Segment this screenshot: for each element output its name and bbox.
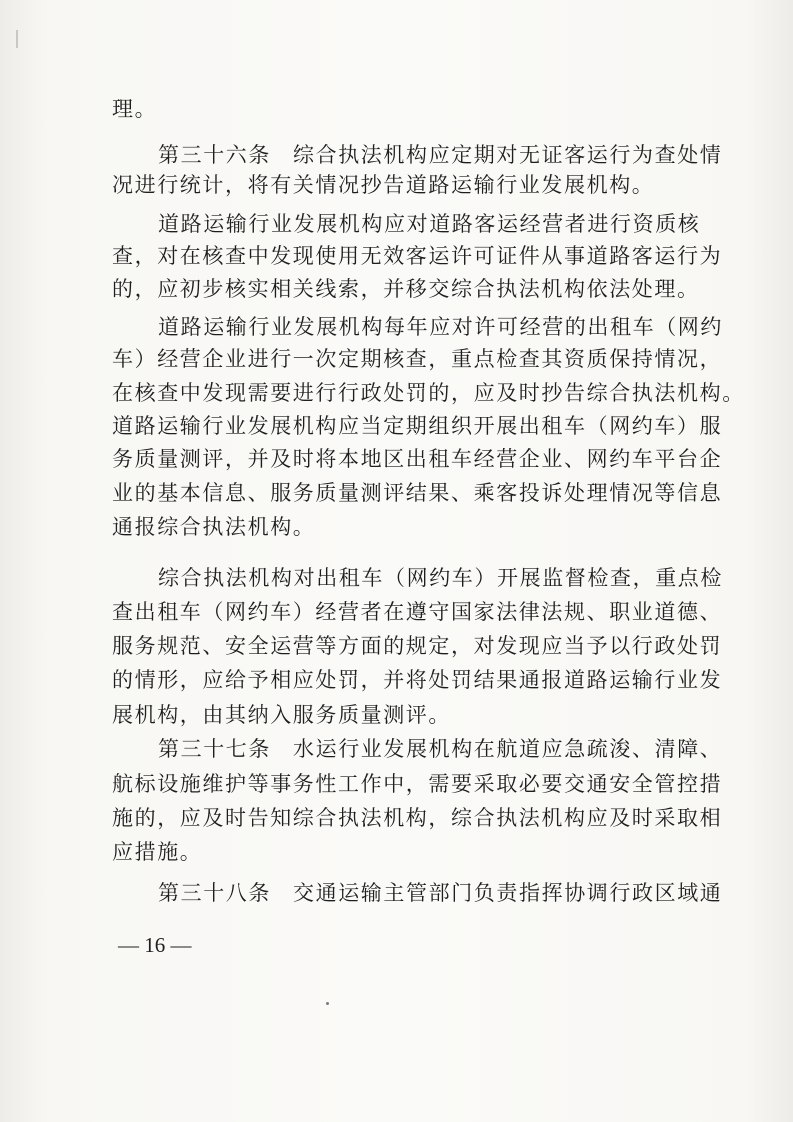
body-line: 航标设施维护等事务性工作中，需要采取必要交通安全管控措	[112, 772, 723, 796]
body-line: 查出租车（网约车）经营者在遵守国家法律法规、职业道德、	[112, 600, 723, 624]
body-line: 道路运输行业发展机构应对道路客运经营者进行资质核	[158, 212, 701, 236]
page-number: — 16 —	[118, 933, 192, 957]
body-line: 车）经营企业进行一次定期核查，重点检查其资质保持情况，	[112, 347, 723, 371]
article-line	[158, 881, 723, 905]
article-line	[158, 143, 723, 167]
body-line: 业的基本信息、服务质量测评结果、乘客投诉处理情况等信息	[112, 481, 723, 505]
body-line: 况进行统计，将有关情况抄告道路运输行业发展机构。	[112, 173, 655, 197]
scan-speck	[326, 1002, 329, 1005]
body-text: 综合执法机构应定期对无证客运行为查处情	[293, 143, 723, 167]
body-line: 施的，应及时告知综合执法机构，综合执法机构应及时采取相	[112, 806, 723, 830]
body-line: 的情形，应给予相应处罚，并将处罚结果通报道路运输行业发	[112, 668, 723, 692]
body-line: 展机构，由其纳入服务质量测评。	[112, 703, 451, 727]
body-line: 的，应初步核实相关线索，并移交综合执法机构依法处理。	[112, 277, 700, 301]
body-line: 通报综合执法机构。	[112, 515, 316, 539]
article-heading: 第三十七条	[158, 737, 271, 761]
body-line: 理。	[112, 97, 158, 121]
body-line: 在核查中发现需要进行行政处罚的，应及时抄告综合执法机构。	[112, 381, 745, 405]
body-text: 交通运输主管部门负责指挥协调行政区域通	[293, 881, 723, 905]
body-text: 水运行业发展机构在航道应急疏浚、清障、	[293, 737, 723, 761]
body-line: 服务规范、安全运营等方面的规定，对发现应当予以行政处罚	[112, 634, 723, 658]
article-line	[158, 737, 723, 761]
body-line: 综合执法机构对出租车（网约车）开展监督检查，重点检	[158, 566, 723, 590]
body-line: 道路运输行业发展机构应当定期组织开展出租车（网约车）服	[112, 414, 723, 438]
body-line: 应措施。	[112, 840, 203, 864]
scan-edge-mark	[16, 30, 18, 48]
body-line: 查，对在核查中发现使用无效客运许可证件从事道路客运行为	[112, 244, 723, 268]
article-heading: 第三十六条	[158, 143, 271, 167]
body-line: 务质量测评，并及时将本地区出租车经营企业、网约车平台企	[112, 447, 723, 471]
article-heading: 第三十八条	[158, 881, 271, 905]
body-line: 道路运输行业发展机构每年应对许可经营的出租车（网约	[158, 315, 723, 339]
